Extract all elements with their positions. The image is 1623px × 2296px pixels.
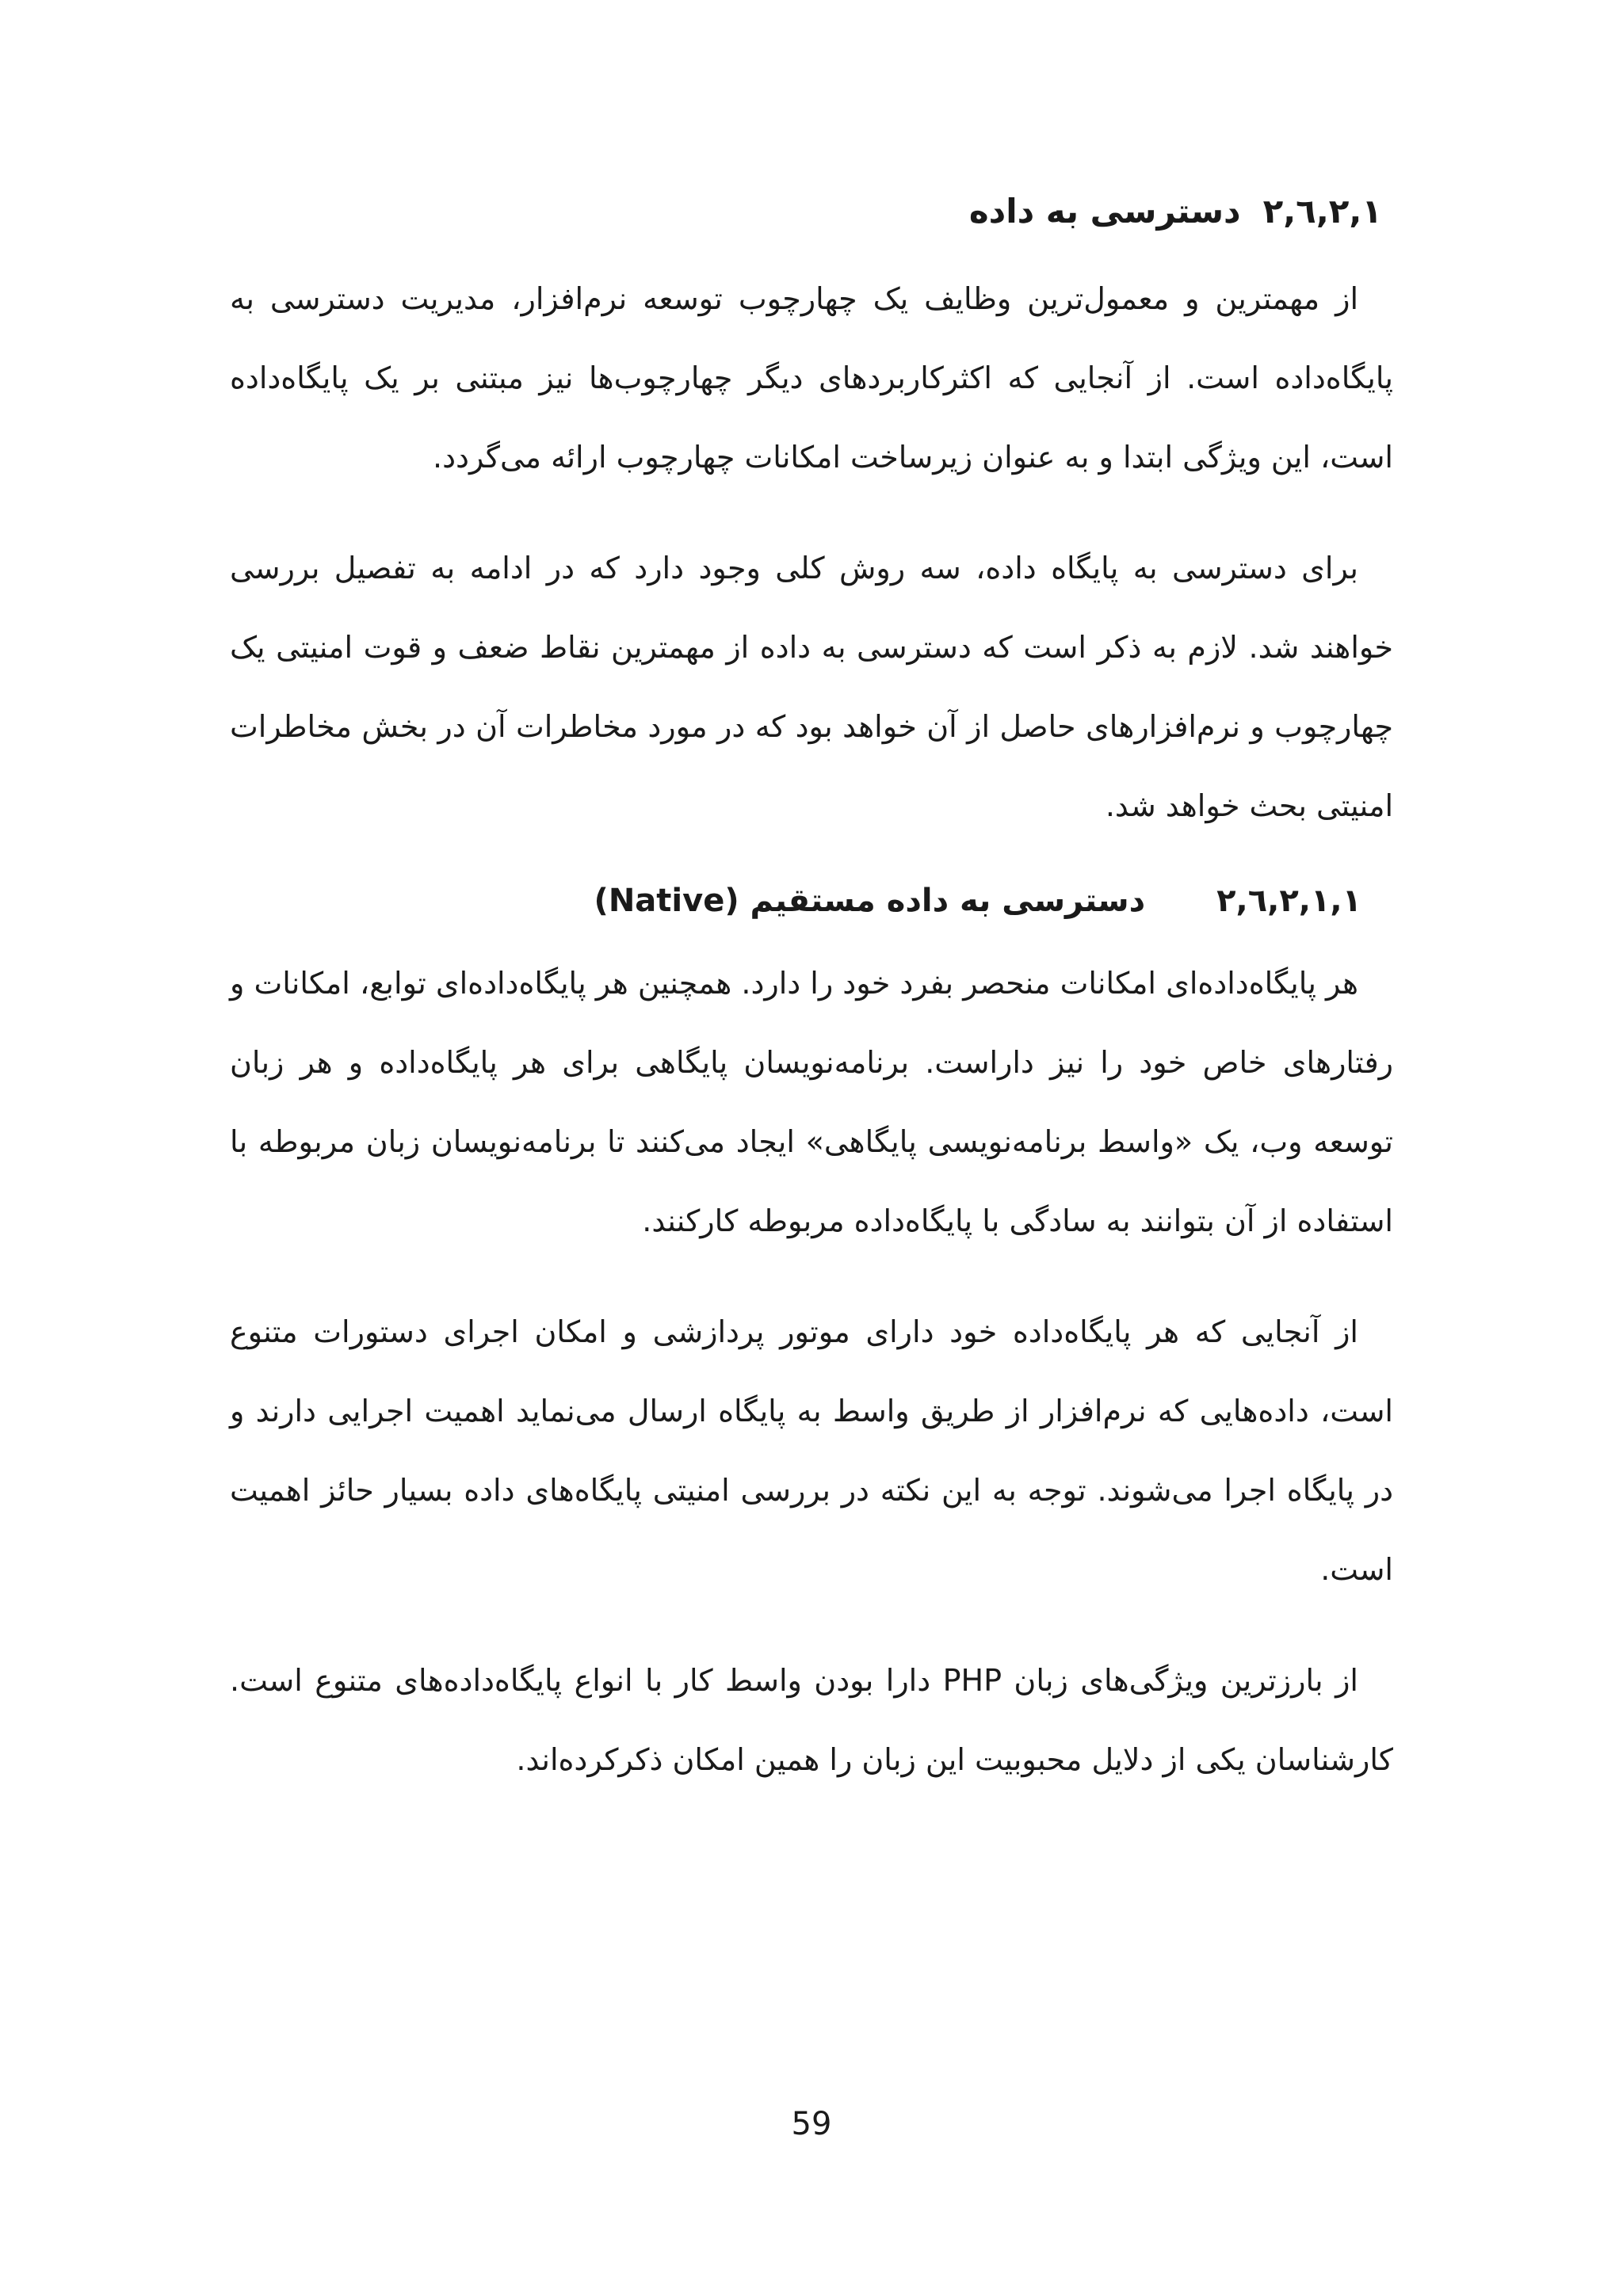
section-title: دسترسی به داده bbox=[968, 192, 1241, 231]
page-content bbox=[230, 190, 1393, 1799]
subsection-heading bbox=[230, 880, 1361, 921]
paragraph: از آنجایی که هر پایگاه‌داده خود دارای موتور پردازشی و امکان اجرای دستورات متنوع است، داده‌هایی که نرم‌افزار از طریق واسط به پایگاه ارسال می‌نماید اهمیت اجرایی دارند و در پایگاه اجرا می‌شوند. توجه به این نکته در بررسی امنیتی پایگاه‌های داده بسیار حائز اهمیت است. bbox=[230, 1314, 1393, 1587]
paragraph: از بارزترین ویژگی‌های زبان PHP دارا بودن واسط کار با انواع پایگاه‌داده‌های متنوع است. کارشناسان یکی از دلایل محبوبیت این زبان را همین امکان ذکرکرده‌اند. bbox=[230, 1662, 1393, 1777]
paragraph: از مهمترین و معمول‌ترین وظایف یک چهارچوب توسعه نرم‌افزار، مدیریت دسترسی به پایگاه‌داده است. از آنجایی که اکثرکاربردهای دیگر چهارچوب‌ها نیز مبتنی بر یک پایگاه‌داده است، این ویژگی ابتدا و به عنوان زیرساخت امکانات چهارچوب ارائه می‌گردد. bbox=[230, 280, 1393, 475]
paragraph: برای دسترسی به پایگاه داده، سه روش کلی وجود دارد که در ادامه به تفصیل بررسی خواهند شد. لازم به ذکر است که دسترسی به داده از مهمترین نقاط ضعف و قوت امنیتی یک چهارچوب و نرم‌افزارهای حاصل از آن خواهد بود که در مورد مخاطرات آن در بخش مخاطرات امنیتی بحث خواهد شد. bbox=[230, 550, 1393, 823]
section-heading bbox=[230, 190, 1382, 234]
subsection-number: ۲,٦,۲,۱,۱ bbox=[1216, 882, 1361, 919]
paragraph: هر پایگاه‌داده‌ای امکانات منحصر بفرد خود را دارد. همچنین هر پایگاه‌داده‌ای توابع، امکانات و رفتارهای خاص خود را نیز داراست. برنامه‌نویسان پایگاهی برای هر پایگاه‌داده و هر زبان توسعه وب، یک «واسط برنامه‌نویسی پایگاهی» ایجاد می‌کنند تا برنامه‌نویسان زبان مربوطه با استفاده از آن بتوانند به سادگی با پایگاه‌داده مربوطه کارکنند. bbox=[230, 965, 1393, 1238]
section-number: ۲,٦,۲,۱ bbox=[1262, 192, 1382, 231]
page-number: 59 bbox=[791, 2106, 832, 2142]
subsection-title: دسترسی به داده مستقیم (Native) bbox=[594, 882, 1146, 919]
